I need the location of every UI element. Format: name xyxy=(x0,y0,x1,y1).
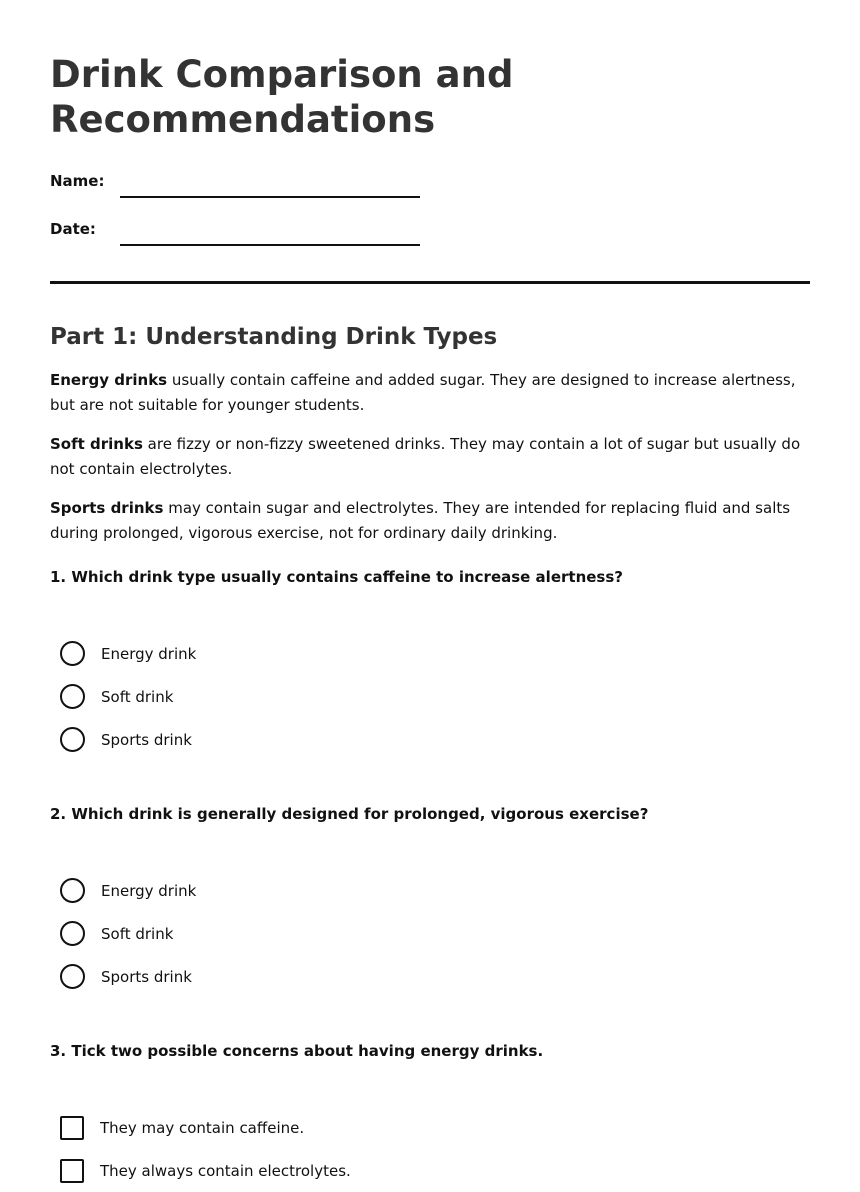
question-1 xyxy=(50,566,810,761)
date-input-line[interactable] xyxy=(120,216,420,246)
info-paragraph-soft xyxy=(50,432,810,482)
radio-button[interactable] xyxy=(60,964,85,989)
option-label: They always contain electrolytes. xyxy=(100,1161,351,1180)
option-label: They may contain caffeine. xyxy=(100,1118,305,1137)
radio-button[interactable] xyxy=(60,878,85,903)
radio-button[interactable] xyxy=(60,727,85,752)
term-sports-drinks: Sports drinks xyxy=(50,499,164,517)
term-soft-drinks: Soft drinks xyxy=(50,435,143,453)
question-2-text: 2. Which drink is generally designed for prolonged, vigorous exercise? xyxy=(50,805,649,823)
term-energy-drinks: Energy drinks xyxy=(50,371,168,389)
info-text-soft: are fizzy or non-fizzy sweetened drinks. They may contain a lot of sugar but usually do not contain electrolytes. xyxy=(50,435,801,478)
option-q3-electrolytes[interactable] xyxy=(60,1149,810,1192)
name-input-line[interactable] xyxy=(120,168,420,198)
option-q1-soft[interactable] xyxy=(60,675,810,718)
info-text-energy: usually contain caffeine and added sugar. They are designed to increase alertness, but are not suitable for younger students. xyxy=(50,371,796,414)
name-field-row xyxy=(50,168,810,198)
question-1-text: 1. Which drink type usually contains caffeine to increase alertness? xyxy=(50,568,623,586)
info-text-sports: may contain sugar and electrolytes. They are intended for replacing fluid and salts during prolonged, vigorous exercise, not for ordinary daily drinking. xyxy=(50,499,791,542)
option-q2-energy[interactable] xyxy=(60,869,810,912)
option-label: Energy drink xyxy=(101,881,197,900)
date-label: Date: xyxy=(50,220,96,238)
checkbox[interactable] xyxy=(60,1159,84,1183)
option-label: Sports drink xyxy=(101,730,192,749)
radio-button[interactable] xyxy=(60,921,85,946)
question-1-options xyxy=(60,632,810,761)
question-2-options xyxy=(60,869,810,998)
question-3-options xyxy=(60,1106,810,1192)
part1-heading: Part 1: Understanding Drink Types xyxy=(50,324,498,350)
info-paragraph-energy xyxy=(50,368,810,418)
section-divider xyxy=(50,281,810,284)
option-label: Soft drink xyxy=(101,687,174,706)
option-q2-sports[interactable] xyxy=(60,955,810,998)
question-3-text: 3. Tick two possible concerns about having energy drinks. xyxy=(50,1042,544,1060)
question-3 xyxy=(50,1040,810,1192)
option-q3-caffeine[interactable] xyxy=(60,1106,810,1149)
checkbox[interactable] xyxy=(60,1116,84,1140)
option-q1-sports[interactable] xyxy=(60,718,810,761)
page-title: Drink Comparison and Recommendations xyxy=(50,53,514,141)
option-label: Soft drink xyxy=(101,924,174,943)
radio-button[interactable] xyxy=(60,684,85,709)
question-2 xyxy=(50,803,810,998)
name-label: Name: xyxy=(50,172,105,190)
option-label: Sports drink xyxy=(101,967,192,986)
option-q1-energy[interactable] xyxy=(60,632,810,675)
info-paragraph-sports xyxy=(50,496,810,546)
radio-button[interactable] xyxy=(60,641,85,666)
option-label: Energy drink xyxy=(101,644,197,663)
option-q2-soft[interactable] xyxy=(60,912,810,955)
date-field-row xyxy=(50,216,810,246)
